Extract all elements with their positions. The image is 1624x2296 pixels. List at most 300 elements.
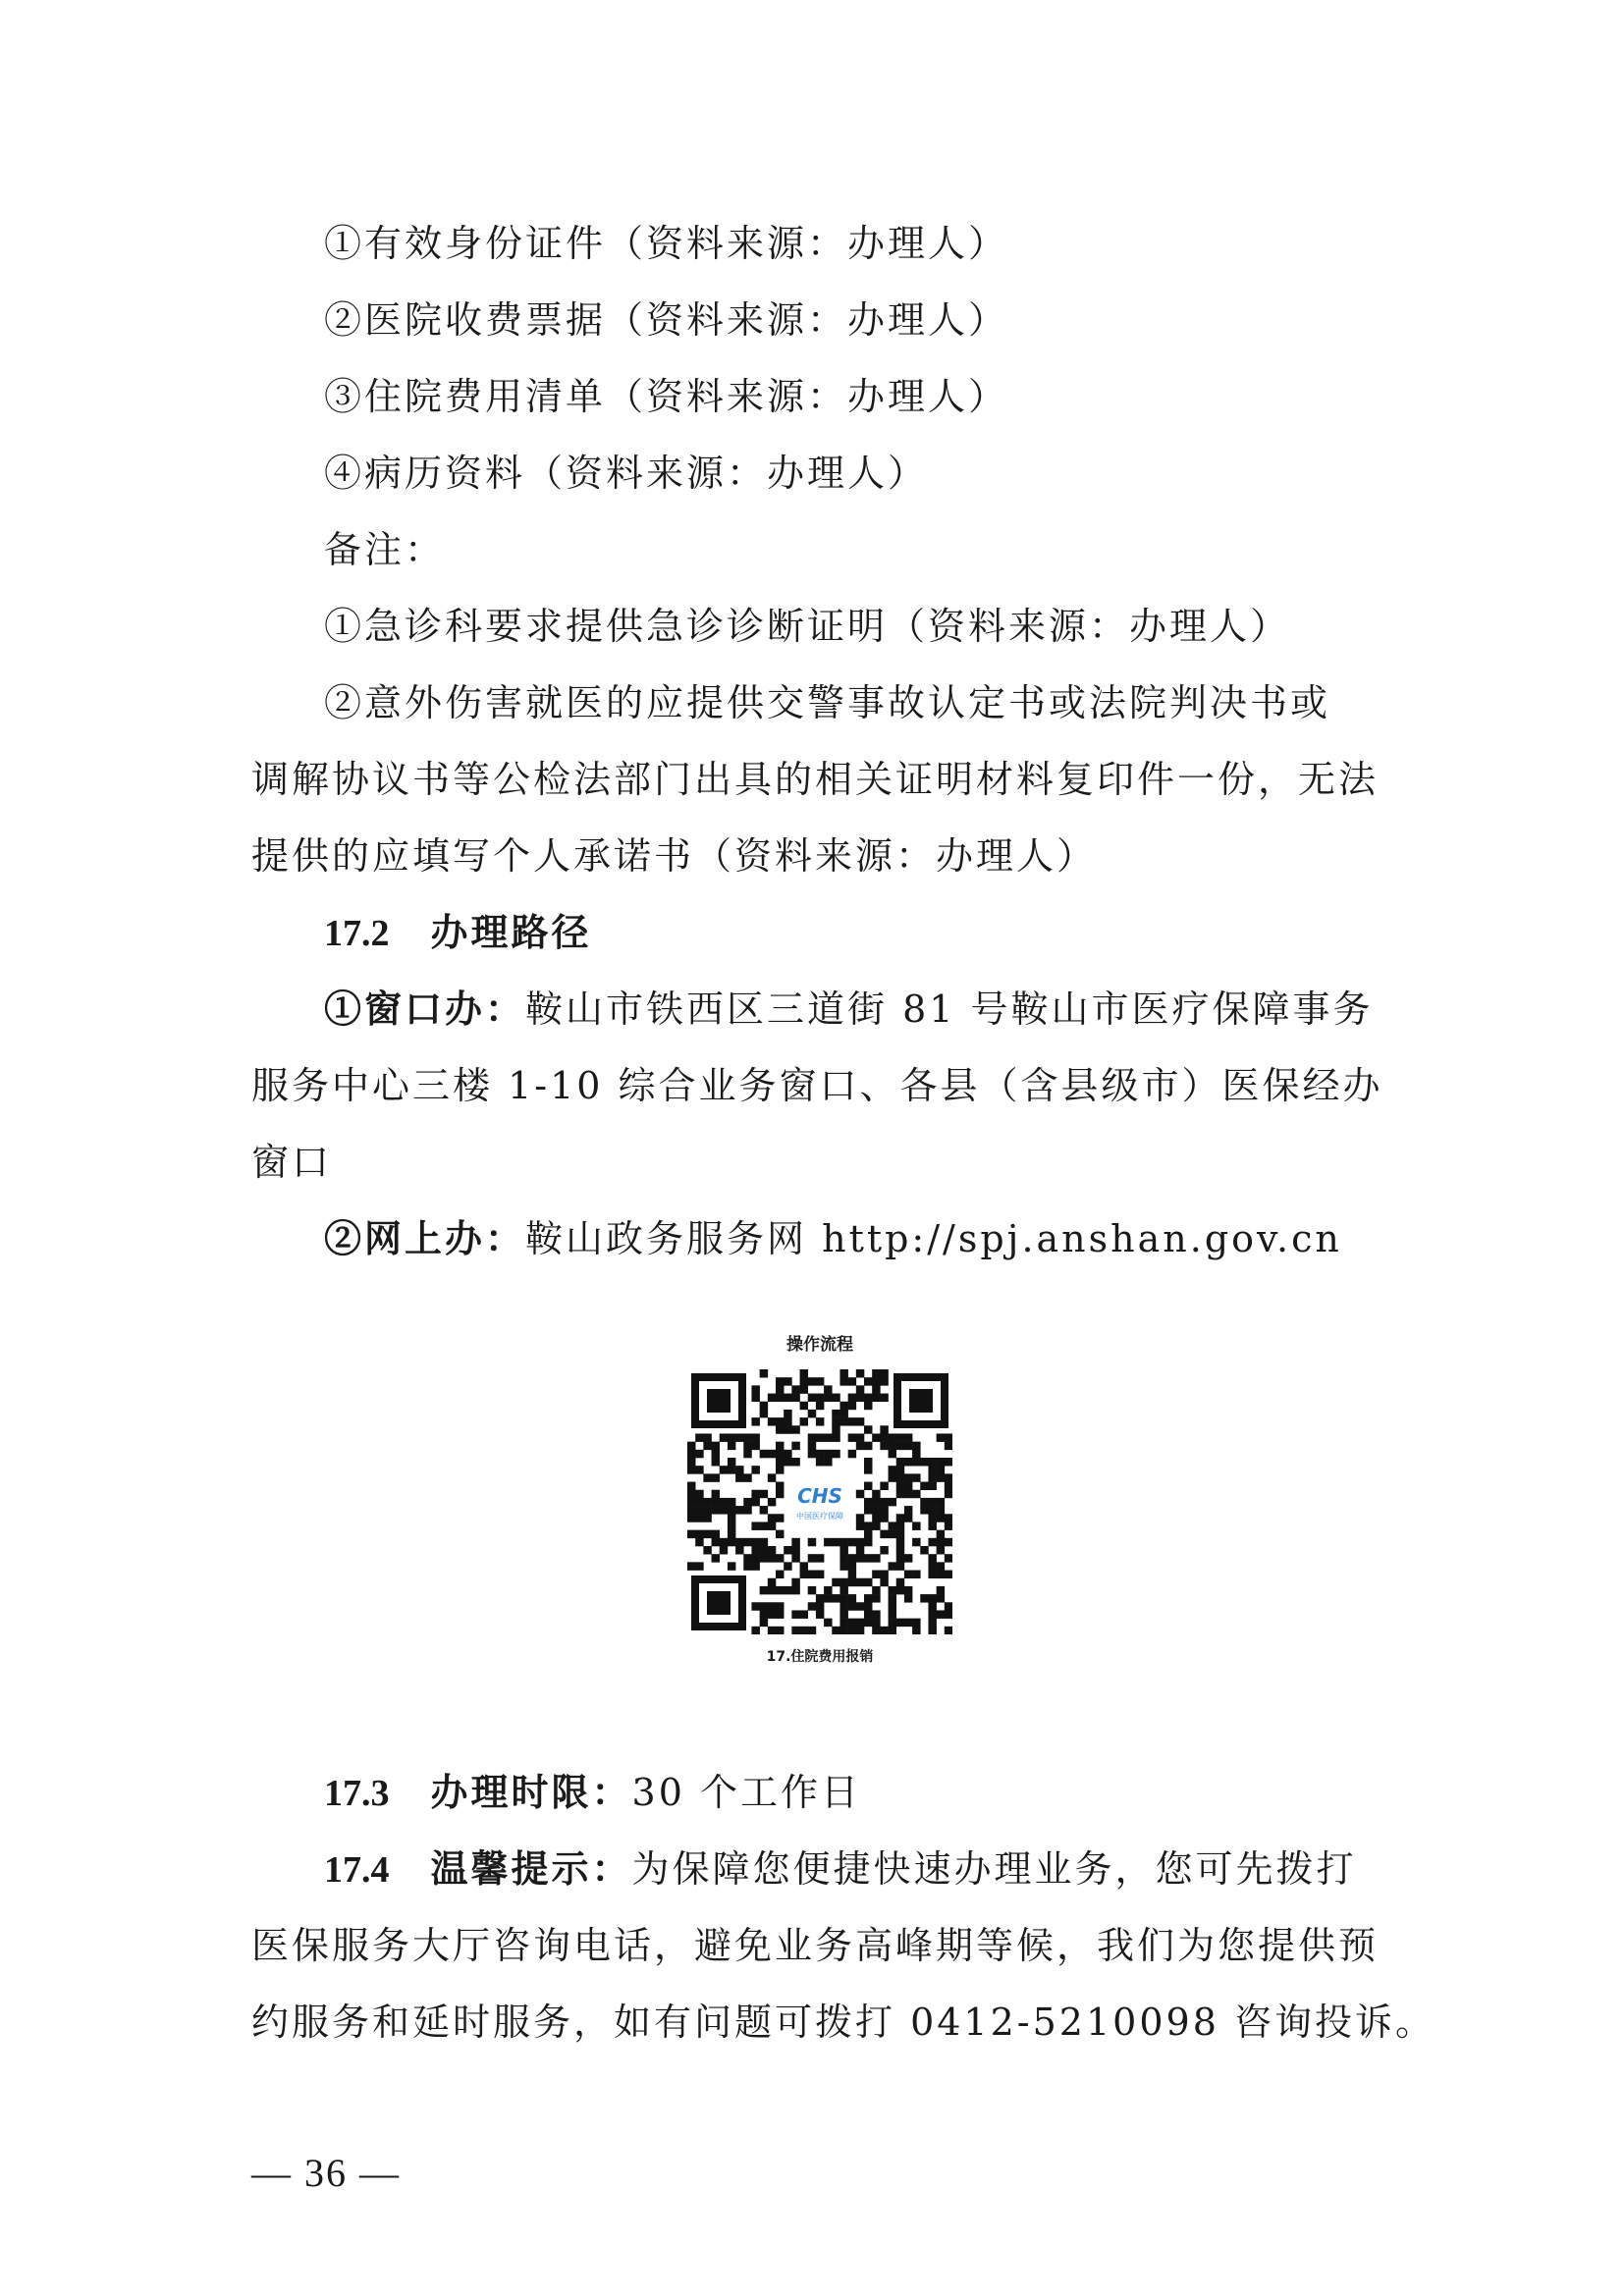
qr-module bbox=[848, 1627, 856, 1634]
qr-module bbox=[816, 1377, 824, 1385]
qr-module bbox=[937, 1458, 945, 1466]
qr-module bbox=[864, 1482, 872, 1490]
qr-module bbox=[816, 1394, 824, 1402]
qr-module bbox=[839, 1546, 847, 1554]
qr-module bbox=[937, 1571, 945, 1578]
qr-module bbox=[695, 1530, 703, 1538]
qr-module bbox=[703, 1433, 711, 1441]
qr-module bbox=[856, 1385, 864, 1393]
qr-module bbox=[928, 1473, 936, 1481]
qr-module bbox=[928, 1571, 936, 1578]
qr-module bbox=[712, 1473, 720, 1481]
qr-module bbox=[687, 1466, 695, 1473]
qr-module bbox=[896, 1554, 904, 1562]
qr-module bbox=[751, 1498, 759, 1506]
qr-module bbox=[687, 1458, 695, 1466]
qr-module bbox=[848, 1402, 856, 1410]
qr-module bbox=[791, 1554, 799, 1562]
window-path-line3: 窗口 bbox=[251, 1141, 333, 1184]
tip-text: 为保障您便捷快速办理业务，您可先拨打 bbox=[631, 1847, 1357, 1891]
qr-module bbox=[695, 1466, 703, 1473]
qr-module bbox=[832, 1410, 839, 1417]
qr-module bbox=[945, 1433, 952, 1441]
section-title: 办理时限： bbox=[430, 1770, 632, 1814]
qr-module bbox=[848, 1562, 856, 1570]
qr-module bbox=[743, 1554, 751, 1562]
qr-module bbox=[912, 1473, 920, 1481]
qr-module bbox=[824, 1594, 832, 1602]
qr-module bbox=[864, 1466, 872, 1473]
qr-module bbox=[816, 1433, 824, 1441]
qr-module bbox=[776, 1490, 784, 1498]
qr-module bbox=[912, 1627, 920, 1634]
qr-module bbox=[945, 1473, 952, 1481]
qr-module bbox=[687, 1530, 695, 1538]
qr-module bbox=[896, 1530, 904, 1538]
qr-module bbox=[760, 1450, 768, 1458]
qr-module bbox=[751, 1433, 759, 1441]
qr-module bbox=[856, 1369, 864, 1377]
qr-module bbox=[791, 1627, 799, 1634]
qr-module bbox=[839, 1578, 847, 1586]
qr-module bbox=[928, 1458, 936, 1466]
qr-module bbox=[880, 1546, 888, 1554]
qr-module bbox=[912, 1458, 920, 1466]
qr-module bbox=[880, 1578, 888, 1586]
qr-module bbox=[896, 1546, 904, 1554]
qr-module bbox=[864, 1594, 872, 1602]
qr-module bbox=[896, 1458, 904, 1466]
qr-module bbox=[751, 1562, 759, 1570]
qr-module bbox=[768, 1610, 776, 1618]
qr-module bbox=[848, 1417, 856, 1425]
qr-module bbox=[945, 1602, 952, 1610]
qr-module bbox=[751, 1417, 759, 1425]
qr-module bbox=[712, 1506, 720, 1514]
qr-module bbox=[889, 1530, 896, 1538]
qr-module bbox=[864, 1530, 872, 1538]
qr-module bbox=[945, 1482, 952, 1490]
qr-module bbox=[872, 1394, 880, 1402]
qr-module bbox=[800, 1562, 808, 1570]
section-17-3 bbox=[324, 1767, 1453, 1819]
qr-module bbox=[920, 1458, 928, 1466]
qr-module bbox=[816, 1594, 824, 1602]
qr-module bbox=[904, 1554, 912, 1562]
qr-module bbox=[872, 1385, 880, 1393]
qr-module bbox=[896, 1538, 904, 1546]
qr-module bbox=[889, 1602, 896, 1610]
qr-module bbox=[800, 1369, 808, 1377]
qr-module bbox=[743, 1562, 751, 1570]
qr-module bbox=[864, 1602, 872, 1610]
qr-module bbox=[904, 1514, 912, 1522]
qr-module bbox=[703, 1442, 711, 1450]
qr-module bbox=[768, 1514, 776, 1522]
qr-module bbox=[784, 1450, 791, 1458]
qr-module bbox=[703, 1514, 711, 1522]
qr-module bbox=[872, 1610, 880, 1618]
qr-module bbox=[937, 1498, 945, 1506]
qr-code-image[interactable] bbox=[687, 1369, 952, 1634]
qr-module bbox=[889, 1498, 896, 1506]
qr-module bbox=[832, 1538, 839, 1546]
qr-module bbox=[856, 1417, 864, 1425]
qr-module bbox=[776, 1586, 784, 1594]
qr-module bbox=[808, 1410, 816, 1417]
qr-module bbox=[856, 1578, 864, 1586]
qr-module bbox=[848, 1433, 856, 1441]
qr-module bbox=[816, 1402, 824, 1410]
qr-module bbox=[896, 1473, 904, 1481]
qr-module bbox=[864, 1522, 872, 1529]
qr-module bbox=[703, 1530, 711, 1538]
qr-module bbox=[889, 1562, 896, 1570]
qr-module bbox=[928, 1610, 936, 1618]
qr-module bbox=[856, 1619, 864, 1627]
qr-module bbox=[864, 1619, 872, 1627]
qr-module bbox=[928, 1506, 936, 1514]
qr-module bbox=[864, 1458, 872, 1466]
qr-module bbox=[735, 1506, 743, 1514]
remark-item-1: ①急诊科要求提供急诊诊断证明（资料来源：办理人） bbox=[324, 605, 1291, 648]
qr-module bbox=[912, 1522, 920, 1529]
qr-module bbox=[712, 1554, 720, 1562]
qr-module bbox=[880, 1425, 888, 1433]
qr-module bbox=[848, 1571, 856, 1578]
material-item-1: ①有效身份证件（资料来源：办理人） bbox=[324, 222, 1009, 265]
chs-logo-subtext: 中国医疗保障 bbox=[796, 1512, 843, 1521]
qr-module bbox=[712, 1498, 720, 1506]
qr-module bbox=[928, 1627, 936, 1634]
qr-module bbox=[743, 1442, 751, 1450]
qr-module bbox=[760, 1546, 768, 1554]
qr-module bbox=[808, 1450, 816, 1458]
qr-module bbox=[728, 1514, 735, 1522]
qr-module bbox=[791, 1458, 799, 1466]
qr-module bbox=[856, 1546, 864, 1554]
qr-module bbox=[848, 1602, 856, 1610]
qr-module bbox=[912, 1442, 920, 1450]
qr-module bbox=[695, 1562, 703, 1570]
qr-module bbox=[889, 1466, 896, 1473]
qr-module bbox=[904, 1586, 912, 1594]
qr-module bbox=[776, 1466, 784, 1473]
qr-module bbox=[928, 1554, 936, 1562]
qr-module bbox=[687, 1498, 695, 1506]
qr-module bbox=[751, 1442, 759, 1450]
qr-module bbox=[856, 1514, 864, 1522]
qr-module bbox=[791, 1578, 799, 1586]
qr-module bbox=[904, 1506, 912, 1514]
qr-module bbox=[896, 1490, 904, 1498]
qr-module bbox=[872, 1619, 880, 1627]
qr-module bbox=[896, 1466, 904, 1473]
qr-module bbox=[776, 1458, 784, 1466]
qr-module bbox=[791, 1538, 799, 1546]
qr-module bbox=[945, 1571, 952, 1578]
qr-module bbox=[784, 1458, 791, 1466]
qr-module bbox=[791, 1442, 799, 1450]
section-17-2-heading bbox=[324, 907, 1453, 959]
qr-module bbox=[751, 1546, 759, 1554]
qr-module bbox=[839, 1377, 847, 1385]
qr-module bbox=[864, 1578, 872, 1586]
qr-module bbox=[872, 1514, 880, 1522]
qr-module bbox=[824, 1450, 832, 1458]
qr-module bbox=[832, 1394, 839, 1402]
qr-module bbox=[784, 1394, 791, 1402]
qr-module bbox=[808, 1377, 816, 1385]
qr-module bbox=[712, 1450, 720, 1458]
section-title: 温馨提示： bbox=[430, 1846, 632, 1891]
qr-module bbox=[784, 1425, 791, 1433]
qr-module bbox=[735, 1473, 743, 1481]
qr-module bbox=[856, 1627, 864, 1634]
qr-module bbox=[839, 1610, 847, 1618]
qr-module bbox=[937, 1433, 945, 1441]
qr-module bbox=[839, 1562, 847, 1570]
qr-module bbox=[743, 1450, 751, 1458]
qr-module bbox=[839, 1627, 847, 1634]
qr-module bbox=[896, 1619, 904, 1627]
qr-module bbox=[703, 1546, 711, 1554]
qr-code-block bbox=[677, 1330, 962, 1683]
qr-module bbox=[889, 1619, 896, 1627]
qr-module bbox=[791, 1425, 799, 1433]
qr-module bbox=[760, 1402, 768, 1410]
qr-module bbox=[872, 1627, 880, 1634]
qr-module bbox=[808, 1627, 816, 1634]
qr-module bbox=[720, 1498, 728, 1506]
qr-module bbox=[720, 1466, 728, 1473]
qr-module bbox=[832, 1578, 839, 1586]
qr-module bbox=[848, 1594, 856, 1602]
qr-module bbox=[735, 1466, 743, 1473]
qr-module bbox=[928, 1562, 936, 1570]
qr-module bbox=[937, 1586, 945, 1594]
qr-module bbox=[904, 1458, 912, 1466]
qr-module bbox=[816, 1417, 824, 1425]
qr-module bbox=[784, 1410, 791, 1417]
qr-module bbox=[937, 1538, 945, 1546]
qr-module bbox=[776, 1627, 784, 1634]
qr-module bbox=[889, 1433, 896, 1441]
qr-module bbox=[872, 1586, 880, 1594]
qr-module bbox=[800, 1627, 808, 1634]
qr-module bbox=[808, 1433, 816, 1441]
section-number: 17.2 bbox=[324, 913, 390, 954]
qr-module bbox=[880, 1377, 888, 1385]
qr-module bbox=[832, 1450, 839, 1458]
section-17-4-line2: 医保服务大厅咨询电话，避免业务高峰期等候，我们为您提供预 bbox=[251, 1924, 1380, 1967]
qr-module bbox=[872, 1498, 880, 1506]
qr-module bbox=[889, 1627, 896, 1634]
qr-module bbox=[912, 1490, 920, 1498]
qr-module bbox=[880, 1498, 888, 1506]
qr-module bbox=[703, 1506, 711, 1514]
qr-module bbox=[784, 1417, 791, 1425]
qr-module bbox=[880, 1627, 888, 1634]
time-limit: 30 个工作日 bbox=[631, 1771, 861, 1814]
qr-module bbox=[743, 1538, 751, 1546]
qr-module bbox=[760, 1586, 768, 1594]
qr-module bbox=[800, 1571, 808, 1578]
qr-module bbox=[768, 1554, 776, 1562]
qr-module bbox=[816, 1554, 824, 1562]
qr-module bbox=[872, 1433, 880, 1441]
qr-module bbox=[808, 1571, 816, 1578]
qr-module bbox=[872, 1506, 880, 1514]
qr-module bbox=[776, 1602, 784, 1610]
qr-module bbox=[751, 1522, 759, 1529]
qr-module bbox=[848, 1554, 856, 1562]
qr-module bbox=[728, 1498, 735, 1506]
qr-module bbox=[687, 1514, 695, 1522]
qr-module bbox=[760, 1554, 768, 1562]
qr-module bbox=[760, 1490, 768, 1498]
qr-module bbox=[945, 1514, 952, 1522]
chs-logo-text: CHS bbox=[797, 1484, 842, 1508]
qr-module bbox=[928, 1466, 936, 1473]
qr-module bbox=[872, 1369, 880, 1377]
qr-module bbox=[695, 1514, 703, 1522]
qr-module bbox=[768, 1602, 776, 1610]
qr-module bbox=[937, 1466, 945, 1473]
qr-module bbox=[848, 1619, 856, 1627]
online-label: ②网上办： bbox=[324, 1216, 526, 1260]
qr-caption: 17.住院费用报销 bbox=[766, 1649, 874, 1665]
qr-module bbox=[872, 1571, 880, 1578]
qr-module bbox=[904, 1482, 912, 1490]
remark-item-2-line3: 提供的应填写个人承诺书（资料来源：办理人） bbox=[251, 834, 1098, 878]
qr-module bbox=[928, 1482, 936, 1490]
qr-module bbox=[768, 1546, 776, 1554]
qr-module bbox=[720, 1538, 728, 1546]
qr-module bbox=[776, 1442, 784, 1450]
qr-module bbox=[839, 1369, 847, 1377]
qr-module bbox=[937, 1506, 945, 1514]
qr-module bbox=[928, 1602, 936, 1610]
qr-module bbox=[872, 1554, 880, 1562]
qr-module bbox=[904, 1594, 912, 1602]
qr-module bbox=[889, 1594, 896, 1602]
section-17-4-line1 bbox=[324, 1843, 1453, 1896]
qr-module bbox=[703, 1498, 711, 1506]
qr-module bbox=[928, 1514, 936, 1522]
qr-module bbox=[760, 1522, 768, 1529]
qr-module bbox=[864, 1377, 872, 1385]
qr-module bbox=[896, 1578, 904, 1586]
qr-module bbox=[776, 1377, 784, 1385]
qr-module bbox=[768, 1522, 776, 1529]
qr-module bbox=[712, 1538, 720, 1546]
qr-module bbox=[776, 1450, 784, 1458]
qr-module bbox=[760, 1610, 768, 1618]
qr-module bbox=[824, 1385, 832, 1393]
qr-module bbox=[687, 1562, 695, 1570]
qr-module bbox=[687, 1450, 695, 1458]
qr-module bbox=[791, 1546, 799, 1554]
qr-module bbox=[687, 1442, 695, 1450]
qr-module bbox=[839, 1602, 847, 1610]
qr-module bbox=[848, 1538, 856, 1546]
qr-module bbox=[839, 1554, 847, 1562]
qr-module bbox=[937, 1473, 945, 1481]
qr-module bbox=[832, 1417, 839, 1425]
qr-module bbox=[864, 1610, 872, 1618]
qr-module bbox=[816, 1450, 824, 1458]
qr-module bbox=[928, 1522, 936, 1529]
qr-module bbox=[728, 1522, 735, 1529]
material-item-4: ④病历资料（资料来源：办理人） bbox=[324, 452, 929, 495]
qr-module bbox=[880, 1482, 888, 1490]
qr-module bbox=[743, 1433, 751, 1441]
qr-module bbox=[880, 1514, 888, 1522]
qr-module bbox=[816, 1610, 824, 1618]
qr-module bbox=[800, 1610, 808, 1618]
qr-module bbox=[839, 1586, 847, 1594]
qr-module bbox=[864, 1554, 872, 1562]
qr-module bbox=[920, 1594, 928, 1602]
qr-module bbox=[768, 1578, 776, 1586]
qr-module bbox=[904, 1571, 912, 1578]
qr-module bbox=[703, 1473, 711, 1481]
qr-module bbox=[728, 1433, 735, 1441]
qr-module bbox=[768, 1394, 776, 1402]
qr-module bbox=[945, 1522, 952, 1529]
qr-module bbox=[824, 1538, 832, 1546]
qr-module bbox=[695, 1538, 703, 1546]
qr-module bbox=[687, 1482, 695, 1490]
qr-module bbox=[712, 1442, 720, 1450]
qr-module bbox=[872, 1490, 880, 1498]
qr-module bbox=[743, 1473, 751, 1481]
qr-module bbox=[889, 1522, 896, 1529]
qr-module bbox=[751, 1554, 759, 1562]
qr-module bbox=[864, 1538, 872, 1546]
qr-module bbox=[824, 1586, 832, 1594]
qr-module bbox=[945, 1458, 952, 1466]
qr-module bbox=[832, 1433, 839, 1441]
qr-module bbox=[824, 1394, 832, 1402]
qr-module bbox=[928, 1498, 936, 1506]
qr-module bbox=[791, 1385, 799, 1393]
qr-module bbox=[864, 1425, 872, 1433]
qr-module bbox=[896, 1522, 904, 1529]
qr-module bbox=[872, 1594, 880, 1602]
qr-module bbox=[808, 1554, 816, 1562]
qr-module bbox=[839, 1538, 847, 1546]
qr-module bbox=[889, 1610, 896, 1618]
online-url[interactable]: 鞍山政务服务网 http://spj.anshan.gov.cn bbox=[525, 1217, 1342, 1260]
qr-module bbox=[937, 1594, 945, 1602]
qr-module bbox=[896, 1442, 904, 1450]
qr-module bbox=[832, 1627, 839, 1634]
qr-module bbox=[880, 1442, 888, 1450]
qr-module bbox=[687, 1506, 695, 1514]
qr-module bbox=[880, 1530, 888, 1538]
remark-item-2-line1: ②意外伤害就医的应提供交警事故认定书或法院判决书或 bbox=[324, 681, 1331, 724]
qr-module bbox=[880, 1394, 888, 1402]
qr-module bbox=[839, 1410, 847, 1417]
qr-module bbox=[760, 1369, 768, 1377]
qr-module bbox=[824, 1619, 832, 1627]
section-title: 办理路径 bbox=[430, 910, 592, 954]
qr-module bbox=[728, 1506, 735, 1514]
qr-module bbox=[848, 1377, 856, 1385]
qr-module bbox=[856, 1442, 864, 1450]
